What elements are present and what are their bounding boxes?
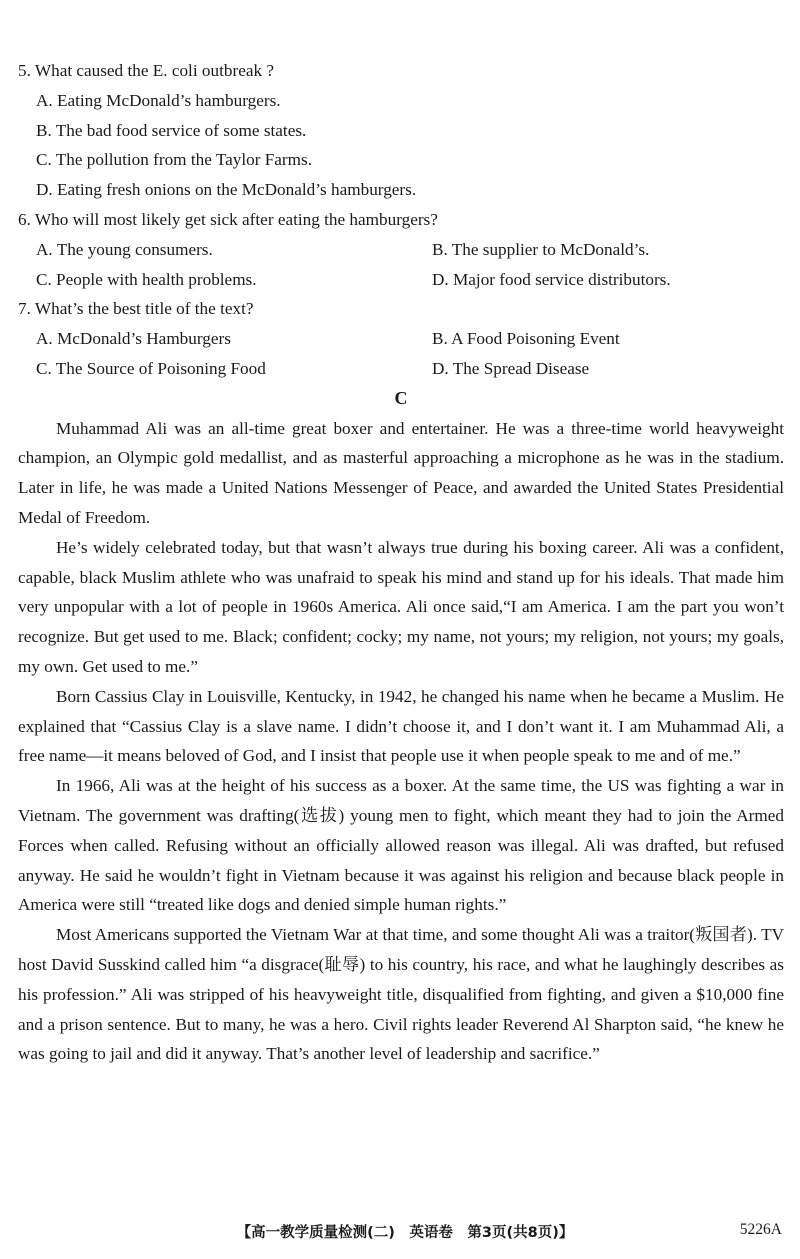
question-7 — [18, 294, 784, 383]
section-label: C — [394, 387, 408, 408]
option-c: C. People with health problems. — [36, 269, 257, 289]
option-d: D. Eating fresh onions on the McDonald’s hamburgers. — [36, 180, 417, 200]
option-b: B. The bad food service of some states. — [36, 120, 307, 140]
option-a: A. McDonald’s Hamburgers — [36, 329, 231, 349]
option-row — [18, 265, 784, 295]
option-d: D. Major food service distributors. — [432, 269, 671, 289]
paragraph: Muhammad Ali was an all-time great boxer and entertainer. He was a three-time world heavyweight champion, an Olympic gold medallist, and as masterful approaching a microphone as he was in the stadium. Later in life, he was made a United Nations Messenger of Peace, and awarded the United States Presidential Medal of Freedom. — [18, 418, 784, 527]
option-row — [18, 235, 784, 265]
reading-passage — [18, 414, 784, 1070]
question-stem: 5. What caused the E. coli outbreak ? — [18, 61, 274, 80]
paragraph: Born Cassius Clay in Louisville, Kentucky, in 1942, he changed his name when he became a Muslim. He explained that “Cassius Clay is a slave name. I didn’t choose it, and I don’t want it. I am Muhammad Ali, a free name—it means beloved of God, and I insist that people use it when people speak to me and of me.” — [18, 686, 784, 766]
paragraph: In 1966, Ali was at the height of his success as a boxer. At the same time, the US was fighting a war in Vietnam. The government was drafting(选拔) young men to fight, which meant they had to join the Armed Forces when called. Refusing without an officially allowed reason was illegal. Ali was drafted, but refused anyway. He said he wouldn’t fight in Vietnam because it was against his religion and because black people in America were still “treated like dogs and denied simple human rights.” — [18, 776, 784, 915]
option-a: A. Eating McDonald’s hamburgers. — [36, 90, 281, 110]
exam-page — [18, 56, 784, 1069]
paper-code: 5226A — [739, 1221, 782, 1238]
page-footer — [0, 1221, 800, 1247]
option-d: D. The Spread Disease — [432, 358, 590, 378]
option-b: B. A Food Poisoning Event — [432, 329, 620, 349]
footer-title: 【高一教学质量检测(二) 英语卷 第3页(共8页)】 — [236, 1225, 574, 1241]
question-6 — [18, 205, 784, 294]
option-a: A. The young consumers. — [36, 239, 213, 259]
option-c: C. The pollution from the Taylor Farms. — [36, 150, 312, 170]
option-c: C. The Source of Poisoning Food — [36, 358, 266, 378]
option-b: B. The supplier to McDonald’s. — [432, 239, 650, 259]
paragraph: Most Americans supported the Vietnam War at that time, and some thought Ali was a traitor(叛国者). TV host David Susskind called him “a disgrace(耻辱) to his country, his race, and what he laughingly describes as his profession.” Ali was stripped of his heavyweight title, disqualified from fighting, and given a $10,000 fine and a prison sentence. But to many, he was a hero. Civil rights leader Reverend Al Sharpton said, “he knew he was going to jail and did it anyway. That’s another level of leadership and sacrifice.” — [18, 925, 784, 1064]
paragraph: He’s widely celebrated today, but that wasn’t always true during his boxing career. Ali was a confident, capable, black Muslim athlete who was unafraid to speak his mind and stand up for his ideals. That made him very unpopular with a lot of people in 1960s America. Ali once said,“I am America. I am the part you won’t recognize. But get used to me. Black; confident; cocky; my name, not yours; my religion, not yours; my goals, my own. Get used to me.” — [18, 537, 784, 676]
question-stem: 6. Who will most likely get sick after eating the hamburgers? — [18, 209, 438, 229]
question-stem: 7. What’s the best title of the text? — [18, 299, 254, 319]
question-5 — [18, 56, 784, 205]
option-row — [18, 354, 784, 384]
option-row — [18, 324, 784, 354]
